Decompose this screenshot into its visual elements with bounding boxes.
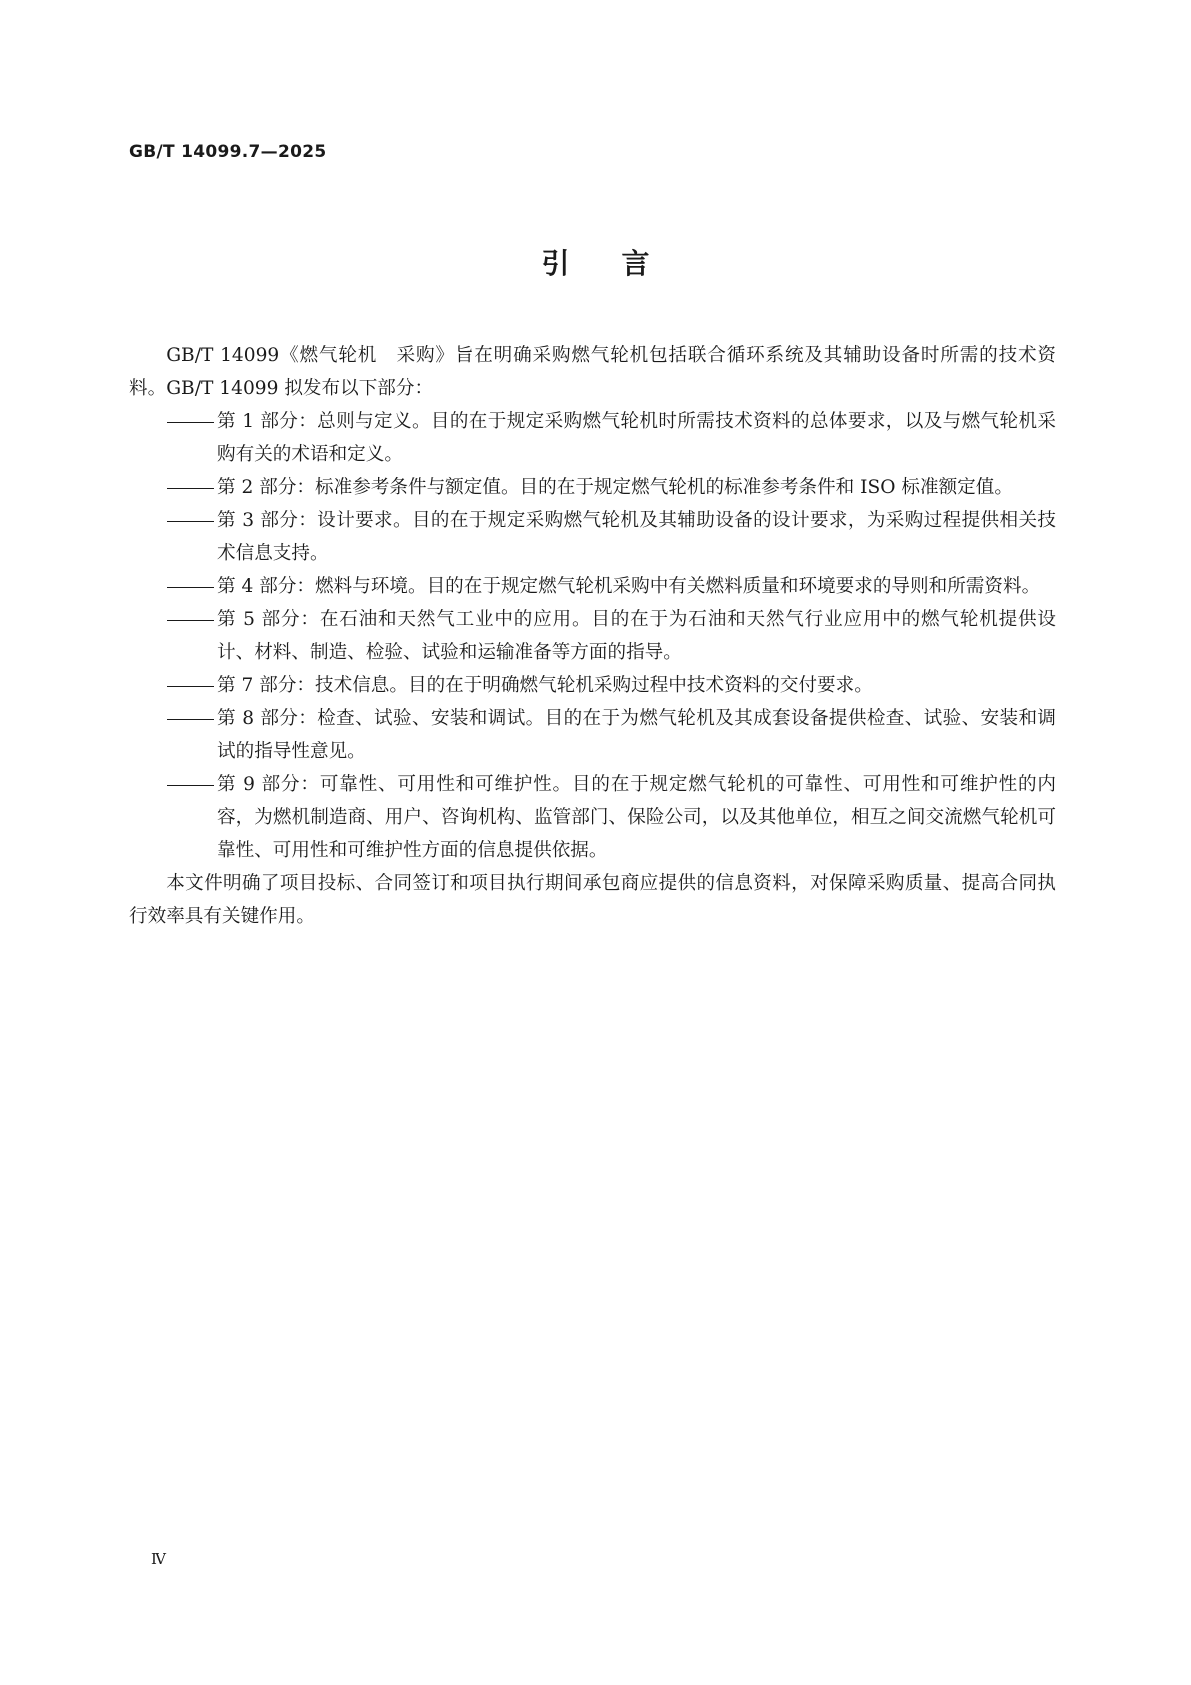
dash-marker: [167, 768, 217, 801]
dash-marker: [167, 405, 217, 438]
list-item: [129, 471, 1056, 504]
list-item: [129, 669, 1056, 702]
list-item: [129, 603, 1056, 669]
list-item: [129, 405, 1056, 471]
list-item-text: 第 8 部分：检查、试验、安装和调试。目的在于为燃气轮机及其成套设备提供检查、试验、安装和调试的指导性意见。: [217, 708, 1056, 762]
list-item: [129, 702, 1056, 768]
dash-marker: [167, 570, 217, 603]
parts-list: [129, 405, 1056, 867]
list-item-text: 第 2 部分：标准参考条件与额定值。目的在于规定燃气轮机的标准参考条件和 ISO 标准额定值。: [217, 477, 1013, 498]
dash-marker: [167, 669, 217, 702]
intro-paragraph: GB/T 14099《燃气轮机 采购》旨在明确采购燃气轮机包括联合循环系统及其辅助设备时所需的技术资料。GB/T 14099 拟发布以下部分：: [129, 345, 1056, 399]
dash-marker: [167, 504, 217, 537]
dash-marker: [167, 702, 217, 735]
list-item-text: 第 5 部分：在石油和天然气工业中的应用。目的在于为石油和天然气行业应用中的燃气轮机提供设计、材料、制造、检验、试验和运输准备等方面的指导。: [217, 609, 1056, 663]
list-item-text: 第 9 部分：可靠性、可用性和可维护性。目的在于规定燃气轮机的可靠性、可用性和可维护性的内容，为燃机制造商、用户、咨询机构、监管部门、保险公司，以及其他单位，相互之间交流燃气轮机可靠性、可用性和可维护性方面的信息提供依据。: [217, 774, 1056, 861]
closing-paragraph: 本文件明确了项目投标、合同签订和项目执行期间承包商应提供的信息资料，对保障采购质量、提高合同执行效率具有关键作用。: [129, 873, 1056, 927]
dash-marker: [167, 471, 217, 504]
page-number: Ⅳ: [151, 1550, 166, 1568]
list-item-text: 第 7 部分：技术信息。目的在于明确燃气轮机采购过程中技术资料的交付要求。: [217, 675, 873, 696]
dash-marker: [167, 603, 217, 636]
list-item: [129, 504, 1056, 570]
list-item: [129, 570, 1056, 603]
document-body: [129, 339, 1056, 933]
list-item-text: 第 4 部分：燃料与环境。目的在于规定燃气轮机采购中有关燃料质量和环境要求的导则和所需资料。: [217, 576, 1041, 597]
list-item-text: 第 1 部分：总则与定义。目的在于规定采购燃气轮机时所需技术资料的总体要求，以及与燃气轮机采购有关的术语和定义。: [217, 411, 1056, 465]
page-title: 引言: [541, 247, 702, 280]
list-item-text: 第 3 部分：设计要求。目的在于规定采购燃气轮机及其辅助设备的设计要求，为采购过程提供相关技术信息支持。: [217, 510, 1056, 564]
list-item: [129, 768, 1056, 867]
standard-code: GB/T 14099.7—2025: [129, 142, 327, 162]
